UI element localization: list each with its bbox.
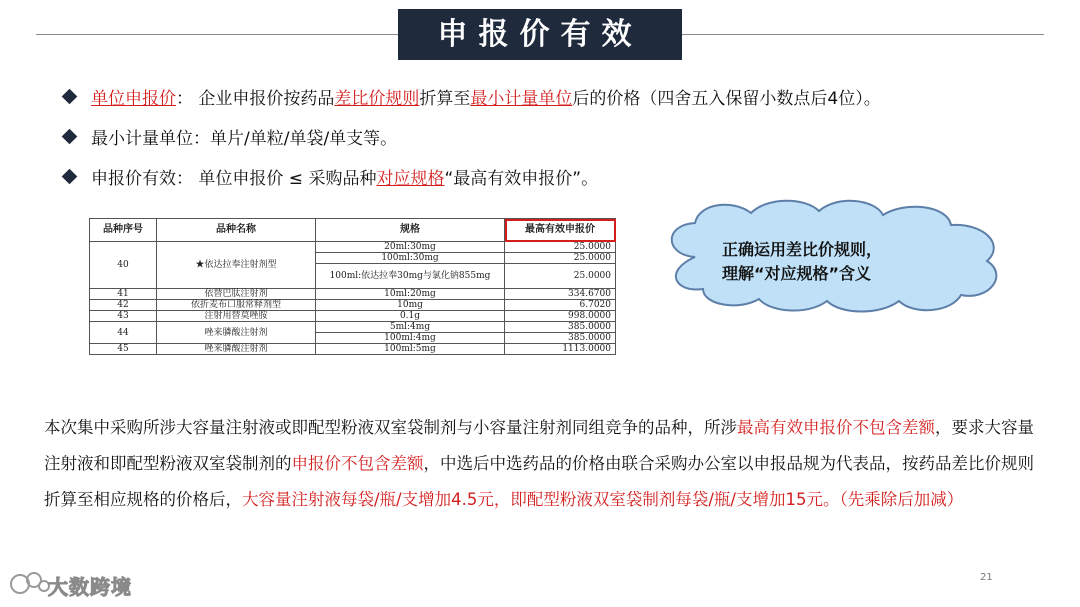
- diamond-bullet-icon: [62, 129, 78, 145]
- diamond-bullet-icon: [62, 89, 78, 105]
- table-row: [90, 289, 616, 300]
- cell-id: 45: [90, 344, 157, 355]
- cell-name: 依替巴肽注射剂: [157, 289, 316, 300]
- cell-spec: 100ml:30mg: [316, 253, 505, 264]
- cell-name: ★依达拉奉注射剂型: [157, 242, 316, 289]
- table-row: [90, 322, 616, 333]
- table-row: [90, 300, 616, 311]
- cell-spec: 100ml:4mg: [316, 333, 505, 344]
- header-max-price: 最高有效申报价: [505, 219, 616, 242]
- cell-price: 25.0000: [505, 242, 616, 253]
- cell-price: 25.0000: [505, 253, 616, 264]
- header-name: 品种名称: [157, 219, 316, 242]
- cell-spec: 20ml:30mg: [316, 242, 505, 253]
- bullet-min-unit: 最小计量单位：单片/单粒/单袋/单支等。: [60, 128, 397, 150]
- header-spec: 规格: [316, 219, 505, 242]
- bullet-unit-price: 单位申报价： 企业申报价按药品差比价规则折算至最小计量单位后的价格（四舍五入保留小数点后4位）。: [60, 88, 881, 110]
- cell-price: 6.7020: [505, 300, 616, 311]
- cell-spec: 10ml:20mg: [316, 289, 505, 300]
- cell-id: 42: [90, 300, 157, 311]
- cell-price: 334.6700: [505, 289, 616, 300]
- cell-price: 998.0000: [505, 311, 616, 322]
- cell-id: 43: [90, 311, 157, 322]
- cell-name: 注射用替莫唑胺: [157, 311, 316, 322]
- bullet-valid-price: 申报价有效： 单位申报价 ≤ 采购品种对应规格“最高有效申报价”。: [60, 168, 598, 190]
- table-row: [90, 311, 616, 322]
- page-number: 21: [980, 572, 993, 583]
- cell-name: 唑来膦酸注射剂: [157, 322, 316, 344]
- cell-spec: 100ml:依达拉奉30mg与氯化钠855mg: [316, 264, 505, 289]
- cell-id: 40: [90, 242, 157, 289]
- price-table: [89, 218, 616, 355]
- cell-spec: 100ml:5mg: [316, 344, 505, 355]
- cloud-callout-text: 正确运用差比价规则， 理解“对应规格”含义: [722, 240, 883, 283]
- cell-price: 1113.0000: [505, 344, 616, 355]
- cell-price: 385.0000: [505, 333, 616, 344]
- table-row: [90, 344, 616, 355]
- table-row: [90, 242, 616, 253]
- cell-name: 依折麦布口服常释剂型: [157, 300, 316, 311]
- header-id: 品种序号: [90, 219, 157, 242]
- explanation-paragraph: 本次集中采购所涉大容量注射液或即配型粉液双室袋制剂与小容量注射剂同组竞争的品种，所涉最高有效申报价不包含差额，要求大容量注射液和即配型粉液双室袋制剂的申报价不包含差额，中选后中选药品的价格由联合采购办公室以申报品规为代表品，按药品差比价规则折算至相应规格的价格后，大容量注射液每袋/瓶/支增加4.5元，即配型粉液双室袋制剂每袋/瓶/支增加15元。（先乘除后加减）: [44, 418, 1034, 509]
- diamond-bullet-icon: [62, 169, 78, 185]
- slide-title: 申报价有效: [398, 9, 682, 60]
- cell-spec: 5ml:4mg: [316, 322, 505, 333]
- cell-id: 41: [90, 289, 157, 300]
- cell-spec: 0.1g: [316, 311, 505, 322]
- brand-logo-text: 大数跨境: [48, 575, 132, 599]
- cell-price: 25.0000: [505, 264, 616, 289]
- cell-spec: 10mg: [316, 300, 505, 311]
- cell-price: 385.0000: [505, 322, 616, 333]
- table-header-row: [90, 219, 616, 242]
- cell-id: 44: [90, 322, 157, 344]
- cell-name: 唑来膦酸注射剂: [157, 344, 316, 355]
